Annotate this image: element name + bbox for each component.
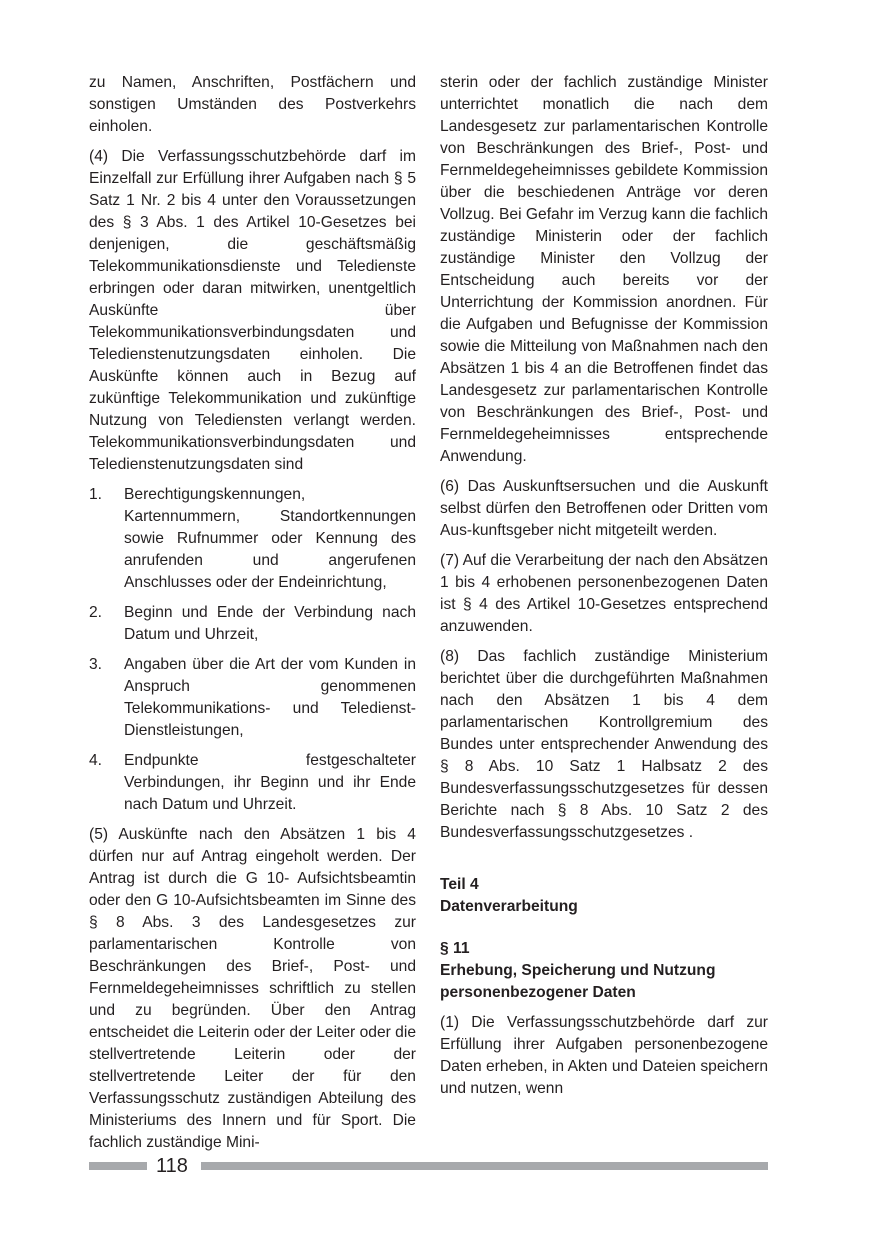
page-number: 118: [156, 1155, 188, 1177]
paragraph-address-info: zu Namen, Anschriften, Postfächern und sonstigen Umständen des Postverkehrs einholen.: [89, 74, 416, 135]
list-item-text: Beginn und Ende der Verbindung nach Datum und Uhrzeit,: [124, 604, 416, 643]
footer-bar-right: [201, 1162, 768, 1170]
left-column: [89, 72, 416, 1154]
paragraph-7: (7) Auf die Verarbeitung der nach den Absätzen 1 bis 4 erhobenen personenbezogenen Daten ist § 4 des Artikel 10-Gesetzes entsprechend anzuwenden.: [440, 552, 768, 635]
part-title: Datenverarbeitung: [440, 898, 578, 915]
footer-bar-left: [89, 1162, 147, 1170]
page-footer: [89, 1152, 768, 1180]
part-label: Teil 4: [440, 876, 479, 893]
list-item-number: 2.: [89, 604, 103, 621]
paragraph-4: (4) Die Verfassungsschutzbehörde darf im Einzelfall zur Erfüllung ihrer Aufgaben nach § 5 Satz 1 Nr. 2 bis 4 unter den Voraussetzungen des § 3 Abs. 1 des Artikel 10-Gesetzes bei denjenigen, die geschäftsmäßig Telekommunikationsdienste und Teledienste erbringen oder daran mitwirken, unentgeltlich Auskünfte über Telekommunikationsverbindungsdaten und Teledienstenutzungsdaten einholen. Die Auskünfte können auch in Bezug auf zukünftige Telekommunikation und zukünftige Nutzung von Telediensten verlangt werden. Telekommunikationsverbindungsdaten und Teledienstenutzungsdaten sind: [89, 148, 416, 473]
list-item: [89, 654, 416, 742]
section-title: Erhebung, Speicherung und Nutzung personenbezogener Daten: [440, 962, 716, 1001]
list-item-number: 3.: [89, 656, 103, 673]
list-item: [89, 750, 416, 816]
list-item: [89, 602, 416, 646]
paragraph-5-continued: sterin oder der fachlich zuständige Minister unterrichtet monatlich die nach dem Landesgesetz zur parlamentarischen Kontrolle von Beschränkungen des Brief-, Post- und Fernmeldegeheimnisses gebildete Kommission über die beschiedenen Anträge vor deren Vollzug. Bei Gefahr im Verzug kann die fachlich zuständige Ministerin oder der fachlich zuständige Minister den Vollzug der Entscheidung auch bereits vor der Unterrichtung der Kommission anordnen. Für die Aufgaben und Befugnisse der Kommission sowie die Mitteilung von Maßnahmen nach den Absätzen 1 bis 4 an die Betroffenen findet das Landesgesetz zur parlamentarischen Kontrolle von Beschränkungen des Brief-, Post- und Fernmeldegeheimnisses entsprechende Anwendung.: [440, 74, 768, 465]
list-item: [89, 484, 416, 594]
paragraph-5: (5) Auskünfte nach den Absätzen 1 bis 4 dürfen nur auf Antrag eingeholt werden. Der Antrag ist durch die G 10- Aufsichtsbeamtin oder den G 10-Aufsichtsbeamten im Sinne des § 8 Abs. 3 des Landesgesetzes zur parlamentarischen Kontrolle von Beschränkungen des Brief-, Post- und Fernmeldegeheimnisses schriftlich zu stellen und zu begründen. Über den Antrag entscheidet die Leiterin oder der Leiter oder die stellvertretende Leiterin oder der stellvertretende Leiter der für den Verfassungsschutz zuständigen Abteilung des Ministeriums des Innern und für Sport. Die fachlich zuständige Mini-: [89, 826, 416, 1151]
list-item-text: Angaben über die Art der vom Kunden in Anspruch genommenen Telekommunikations- und Teledienst- Dienstleistungen,: [124, 656, 416, 739]
list-item-text: Endpunkte festgeschalteter Verbindungen, ihr Beginn und ihr Ende nach Datum und Uhrzeit.: [124, 752, 416, 813]
right-column: [440, 72, 768, 1100]
data-types-list: [89, 484, 416, 816]
list-item-number: 4.: [89, 752, 103, 769]
list-item-number: 1.: [89, 486, 103, 503]
paragraph-6: (6) Das Auskunftsersuchen und die Auskunft selbst dürfen den Betroffenen oder Dritten vom Aus-kunftsgeber nicht mitgeteilt werden.: [440, 478, 768, 539]
section-11-paragraph-1: (1) Die Verfassungsschutzbehörde darf zur Erfüllung ihrer Aufgaben personenbezogene Daten erheben, in Akten und Dateien speichern und nutzen, wenn: [440, 1014, 768, 1097]
section-label: § 11: [440, 940, 470, 957]
paragraph-8: (8) Das fachlich zuständige Ministerium berichtet über die durchgeführten Maßnahmen nach den Absätzen 1 bis 4 dem parlamentarischen Kontrollgremium des Bundes unter entsprechender Anwendung des § 8 Abs. 10 Satz 1 Halbsatz 2 des Bundesverfassungsschutzgesetzes für dessen Berichte nach § 8 Abs. 10 Satz 2 des Bundesverfassungsschutzgesetzes .: [440, 648, 768, 841]
list-item-text: Berechtigungskennungen, Kartennummern, Standortkennungen sowie Rufnummer oder Kennung des anrufenden und angerufenen Anschlusses oder der Endeinrichtung,: [124, 486, 416, 591]
